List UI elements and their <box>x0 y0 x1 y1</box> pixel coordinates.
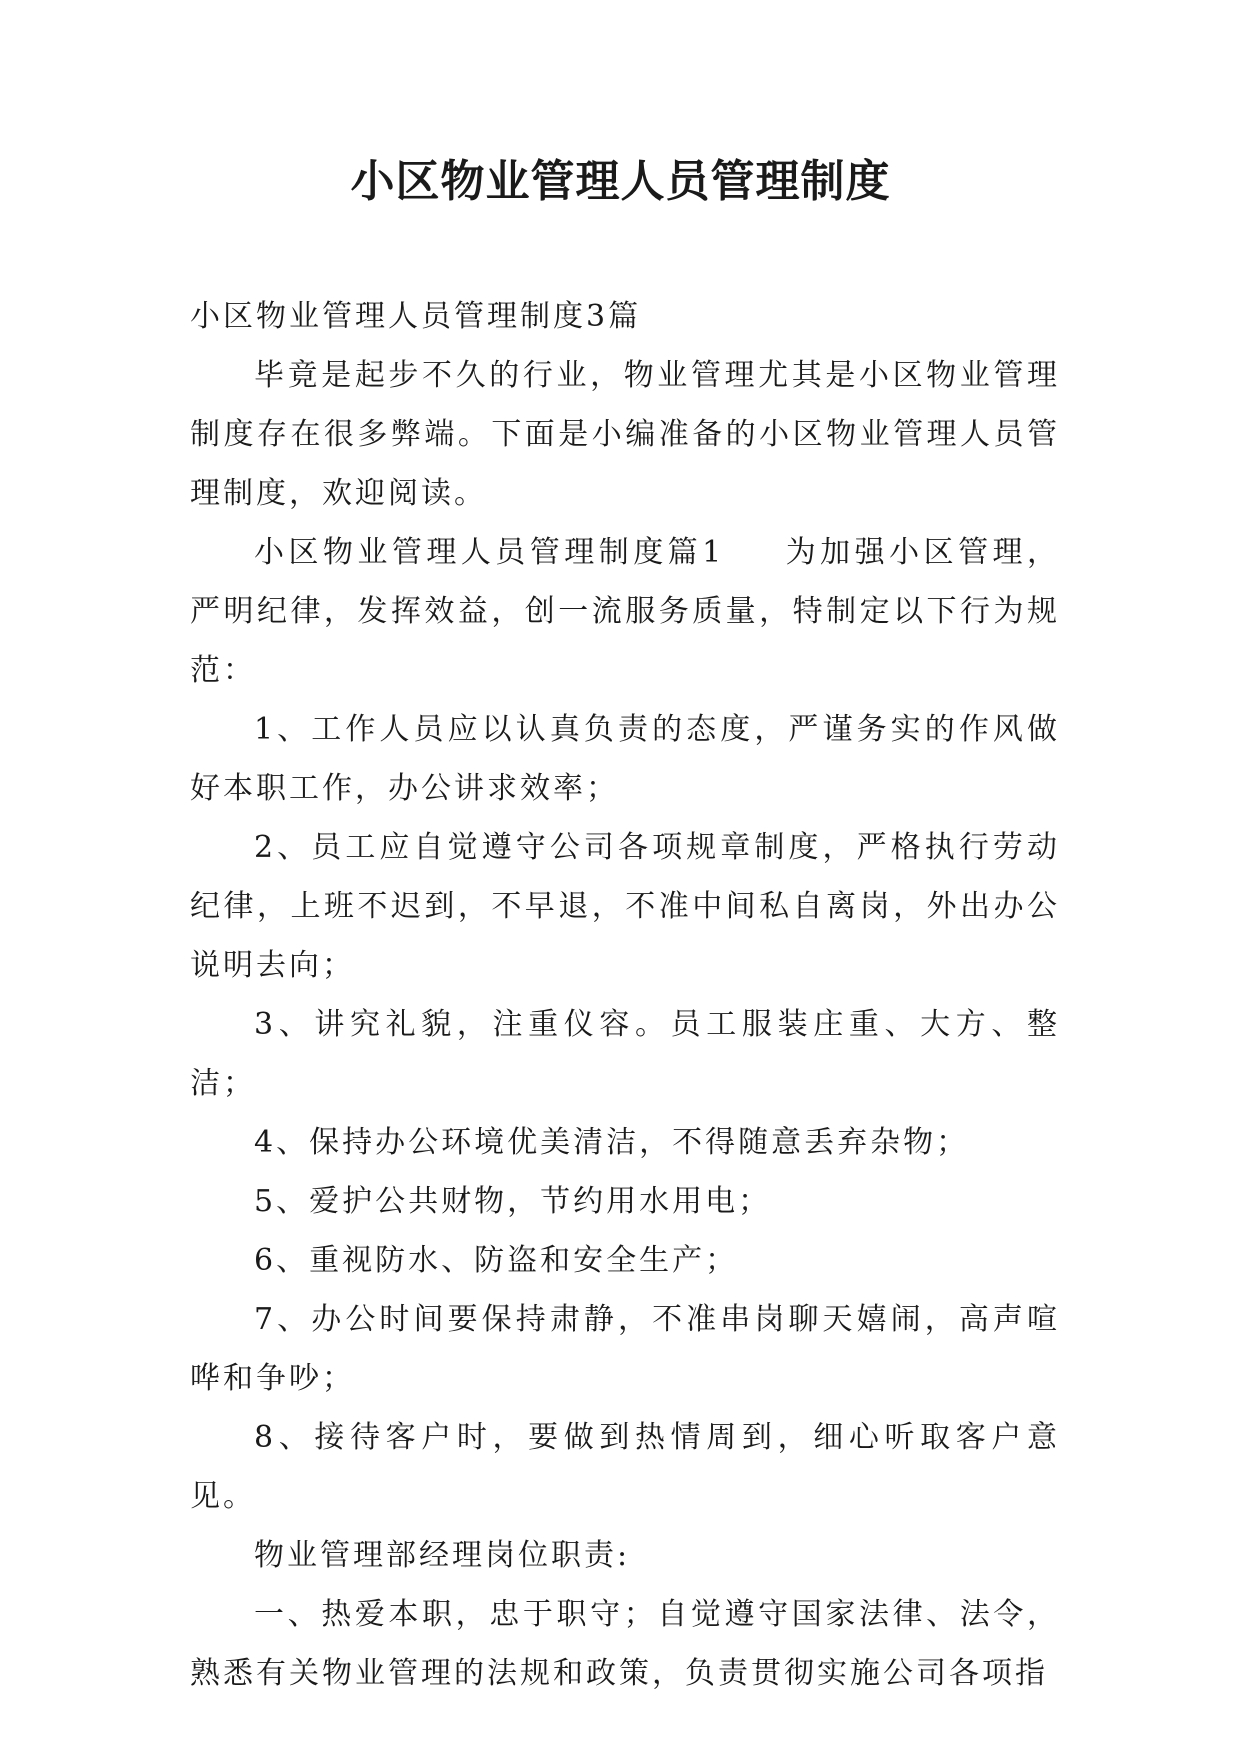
rule-item-8: 8、接待客户时，要做到热情周到，细心听取客户意见。 <box>190 1420 1060 1514</box>
rule-item-5: 5、爱护公共财物，节约用水用电； <box>254 1184 772 1219</box>
rule-item-2: 2、员工应自觉遵守公司各项规章制度，严格执行劳动纪律，上班不迟到，不早退，不准中间私自离岗，外出办公说明去向； <box>190 830 1060 983</box>
document-subtitle: 小区物业管理人员管理制度3篇 <box>190 299 642 334</box>
rule-item-3: 3、讲究礼貌，注重仪容。员工服装庄重、大方、整洁； <box>190 1007 1060 1101</box>
duties-heading: 物业管理部经理岗位职责: <box>254 1538 631 1573</box>
rule-item-4: 4、保持办公环境优美清洁，不得随意丢弃杂物； <box>254 1125 970 1160</box>
document-title: 小区物业管理人员管理制度 <box>350 156 891 207</box>
rule-item-1: 1、工作人员应以认真负责的态度，严谨务实的作风做好本职工作，办公讲求效率； <box>190 712 1060 806</box>
document-body <box>190 287 1060 1703</box>
duty-item-1: 一、热爱本职，忠于职守；自觉遵守国家法律、法令，熟悉有关物业管理的法规和政策，负责贯彻实施公司各项指 <box>190 1597 1060 1691</box>
section-1-paragraph <box>190 523 1060 700</box>
rule-item-6: 6、重视防水、防盗和安全生产； <box>254 1243 739 1278</box>
rule-item-7: 7、办公时间要保持肃静，不准串岗聊天嬉闹，高声喧哗和争吵； <box>190 1302 1060 1396</box>
section-1-lead: 为加强小区管理，严明纪律，发挥效益，创一流服务质量，特制定以下行为规范： <box>190 535 1061 688</box>
intro-paragraph: 毕竟是起步不久的行业，物业管理尤其是小区物业管理制度存在很多弊端。下面是小编准备的小区物业管理人员管理制度，欢迎阅读。 <box>190 358 1060 511</box>
section-1-heading: 小区物业管理人员管理制度篇1 <box>254 535 725 570</box>
